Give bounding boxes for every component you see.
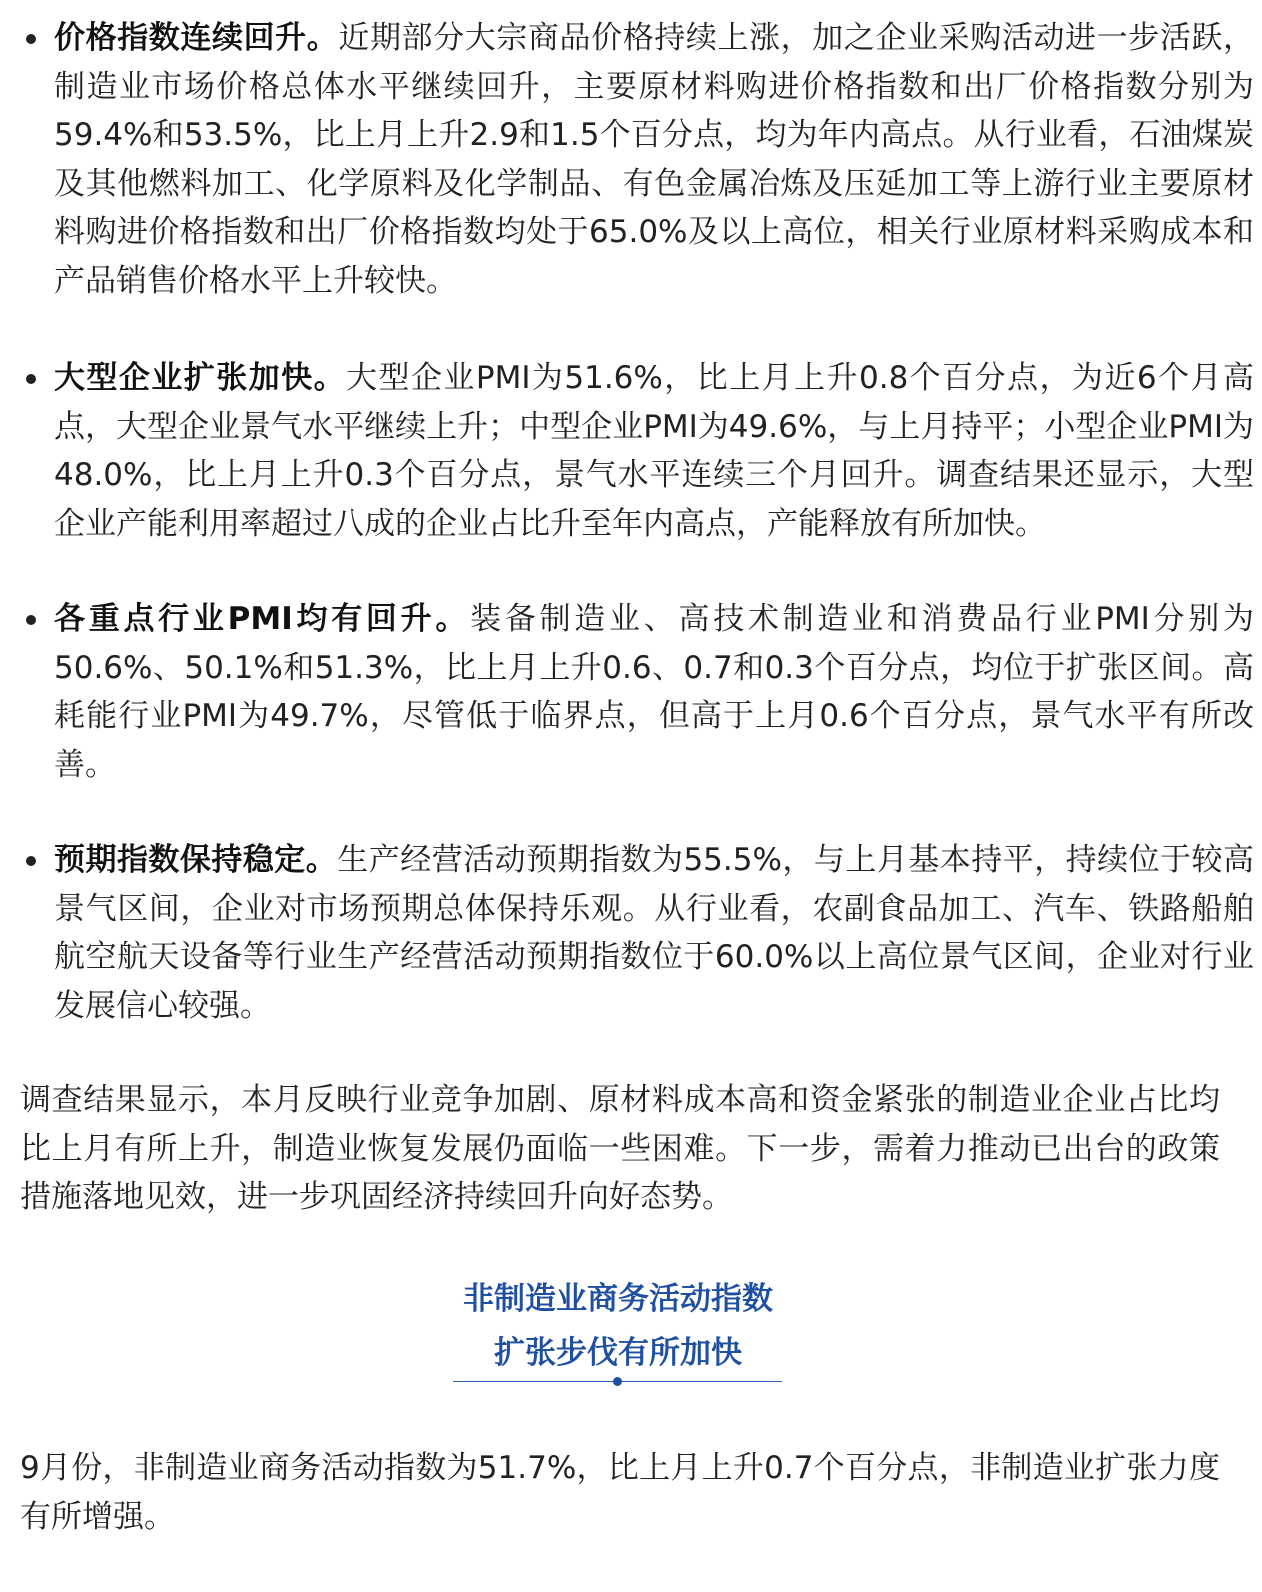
bullet-dot-icon — [26, 34, 36, 44]
bullet-item-key-industries — [20, 595, 1254, 789]
summary-paragraph: 调查结果显示，本月反映行业竞争加剧、原材料成本高和资金紧张的制造业企业占比均比上月有所上升，制造业恢复发展仍面临一些困难。下一步，需着力推动已出台的政策措施落地见效，进一步巩固经济持续回升向好态势。 — [20, 1082, 1220, 1215]
bullet-dot-icon — [26, 374, 36, 384]
bullet-text: 大型企业PMI为51.6%，比上月上升0.8个百分点，为近6个月高点，大型企业景气水平继续上升；中型企业PMI为49.6%，与上月持平；小型企业PMI为48.0%，比上月上升0.3个百分点，景气水平连续三个月回升。调查结果还显示，大型企业产能利用率超过八成的企业占比升至年内高点，产能释放有所加快。 — [54, 360, 1255, 542]
section-heading-line-1: 非制造业商务活动指数 — [463, 1281, 773, 1317]
bullet-text: 生产经营活动预期指数为55.5%，与上月基本持平，持续位于较高景气区间，企业对市场预期总体保持乐观。从行业看，农副食品加工、汽车、铁路船舶航空航天设备等行业生产经营活动预期指数位于60.0%以上高位景气区间，企业对行业发展信心较强。 — [54, 842, 1254, 1024]
section-heading — [0, 1272, 1236, 1380]
bullet-item-large-enterprise — [20, 354, 1254, 548]
section-heading-line-2: 扩张步伐有所加快 — [494, 1335, 742, 1371]
bullet-dot-icon — [26, 615, 36, 625]
bullet-lead: 各重点行业PMI均有回升。 — [54, 601, 471, 637]
bullet-dot-icon — [26, 856, 36, 866]
heading-divider-dot-icon — [613, 1377, 622, 1386]
bullet-item-expectation-index — [20, 836, 1254, 1030]
bullet-text: 装备制造业、高技术制造业和消费品行业PMI分别为50.6%、50.1%和51.3%，比上月上升0.6、0.7和0.3个百分点，均位于扩张区间。高耗能行业PMI为49.7%，尽管低于临界点，但高于上月0.6个百分点，景气水平有所改善。 — [54, 601, 1255, 783]
bullet-lead: 大型企业扩张加快。 — [54, 360, 347, 396]
bullet-item-price-index — [20, 14, 1254, 305]
bullet-lead: 价格指数连续回升。 — [54, 20, 339, 56]
bullet-text: 近期部分大宗商品价格持续上涨，加之企业采购活动进一步活跃，制造业市场价格总体水平继续回升，主要原材料购进价格指数和出厂价格指数分别为59.4%和53.5%，比上月上升2.9和1.5个百分点，均为年内高点。从行业看，石油煤炭及其他燃料加工、化学原料及化学制品、有色金属冶炼及压延加工等上游行业主要原材料购进价格指数和出厂价格指数均处于65.0%及以上高位，相关行业原材料采购成本和产品销售价格水平上升较快。 — [54, 20, 1255, 299]
closing-paragraph: 9月份，非制造业商务活动指数为51.7%，比上月上升0.7个百分点，非制造业扩张力度有所增强。 — [20, 1450, 1220, 1535]
bullet-lead: 预期指数保持稳定。 — [54, 842, 338, 878]
